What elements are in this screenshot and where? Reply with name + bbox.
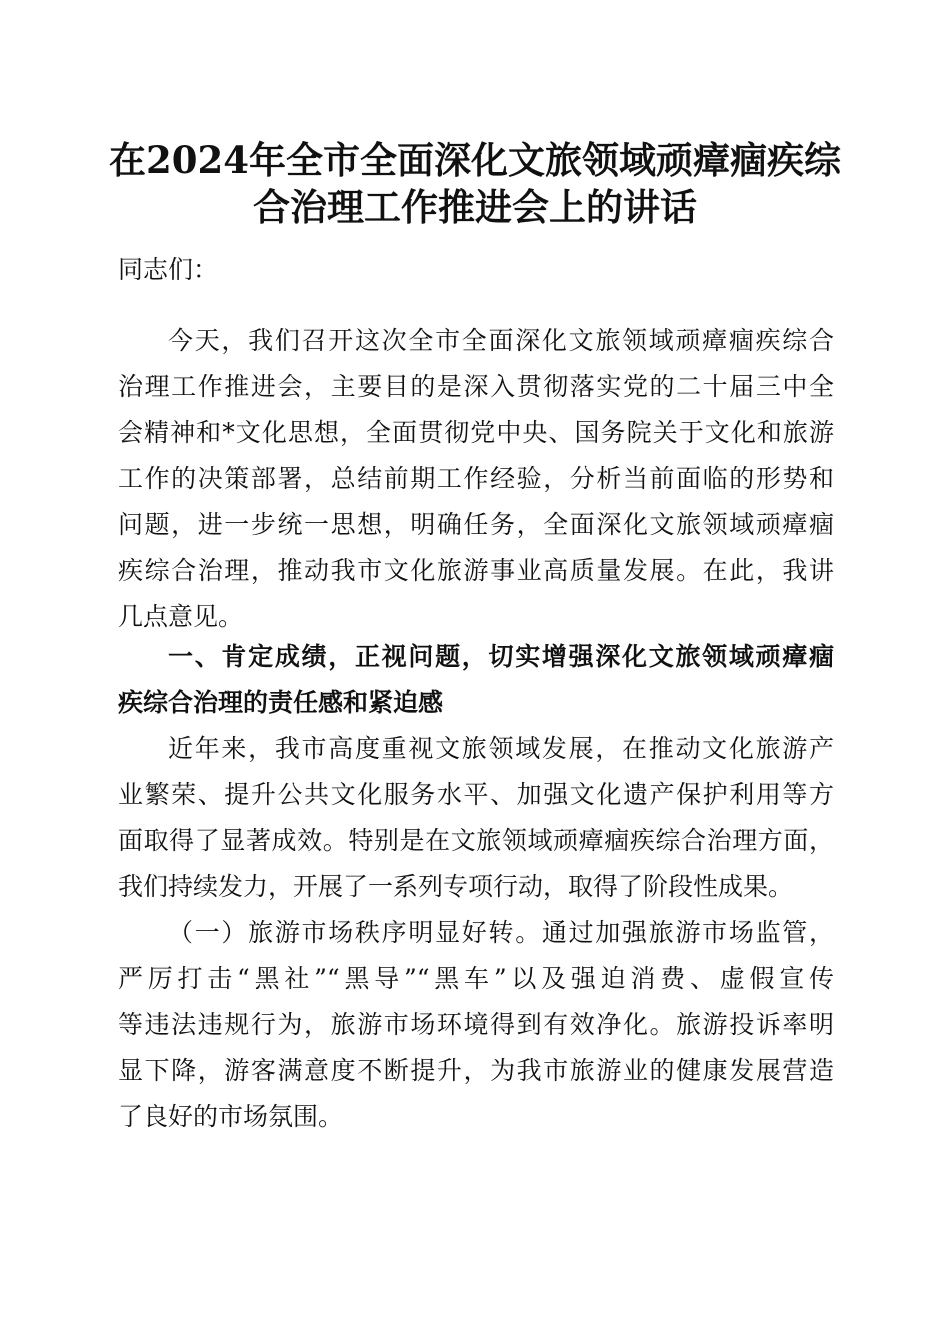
salutation: 同志们：: [118, 255, 219, 284]
subsection-line: （一）旅游市场秩序明显好转。通过加强旅游市场监管，: [168, 918, 834, 947]
paragraph-line: 显下降，游客满意度不断提升，为我市旅游业的健康发展营造: [118, 1056, 834, 1085]
section-heading-line: 一、肯定成绩，正视问题，切实增强深化文旅领域顽瘴痼: [168, 642, 834, 671]
paragraph-line: 会精神和*文化思想，全面贯彻党中央、国务院关于文化和旅游: [118, 418, 834, 447]
paragraph-line: 今天，我们召开这次全市全面深化文旅领域顽瘴痼疾综合: [168, 326, 834, 355]
paragraph-line: 了良好的市场氛围。: [118, 1102, 344, 1131]
paragraph-line: 工作的决策部署，总结前期工作经验，分析当前面临的形势和: [118, 464, 834, 493]
section-heading-line: 疾综合治理的责任感和紧迫感: [118, 688, 444, 717]
paragraph-line: 疾综合治理，推动我市文化旅游事业高质量发展。在此，我讲: [118, 556, 834, 585]
paragraph-line: 近年来，我市高度重视文旅领域发展，在推动文化旅游产: [168, 734, 834, 763]
paragraph-line: 等违法违规行为，旅游市场环境得到有效净化。旅游投诉率明: [118, 1010, 834, 1039]
paragraph-line: 治理工作推进会，主要目的是深入贯彻落实党的二十届三中全: [118, 372, 834, 401]
document-title-line-2: 合治理工作推进会上的讲话: [253, 185, 697, 229]
document-title-line-1: 在2024年全市全面深化文旅领域顽瘴痼疾综: [109, 138, 841, 182]
paragraph-line: 几点意见。: [118, 602, 244, 631]
paragraph-line: 问题，进一步统一思想，明确任务，全面深化文旅领域顽瘴痼: [118, 510, 834, 539]
paragraph-line: 我们持续发力，开展了一系列专项行动，取得了阶段性成果。: [118, 872, 794, 901]
paragraph-line: 面取得了显著成效。特别是在文旅领域顽瘴痼疾综合治理方面，: [118, 826, 834, 855]
paragraph-line: 业繁荣、提升公共文化服务水平、加强文化遗产保护利用等方: [118, 780, 834, 809]
paragraph-line: 严厉打击“黑社”“黑导”“黑车”以及强迫消费、虚假宣传: [118, 964, 834, 993]
